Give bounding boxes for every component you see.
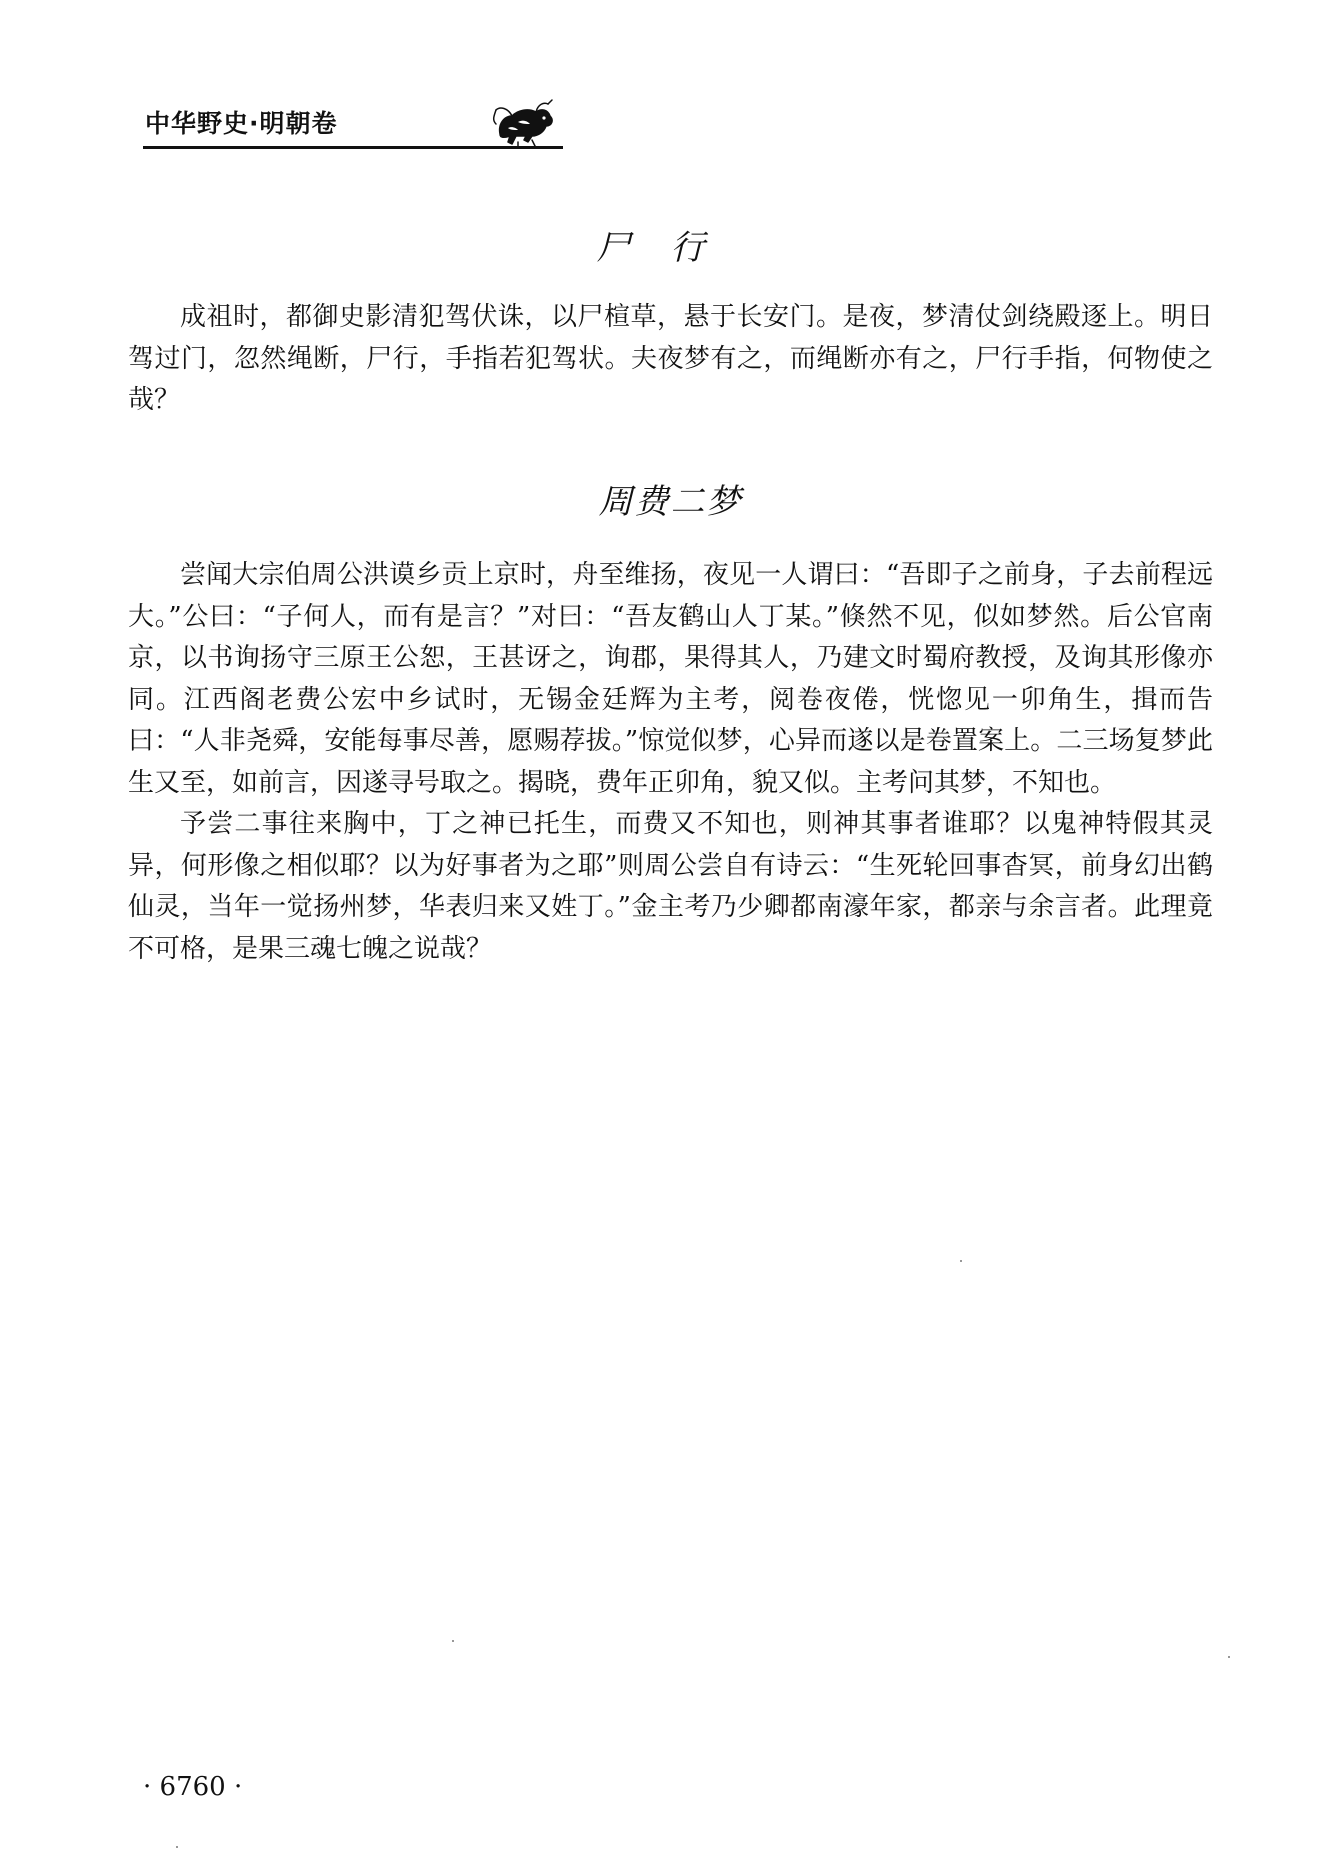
article-title: 尸行 [596, 228, 745, 268]
scan-speck [960, 1260, 962, 1262]
article-shixing [128, 220, 1213, 422]
article-title: 周费二梦 [598, 482, 743, 522]
article-paragraph: 予尝二事往来胸中，丁之神已托生，而费又不知也，则神其事者谁耶？以鬼神特假其灵异，何形像之相似耶？以为好事者为之耶”则周公尝自有诗云：“生死轮回事杳冥，前身幻出鹤仙灵，当年一觉扬州梦，华表归来又姓丁。”金主考乃少卿都南濠年家，都亲与余言者。此理竟不可格，是果三魂七魄之说哉？ [128, 809, 1213, 964]
article-paragraph: 成祖时，都御史影清犯驾伏诛，以尸楦草，悬于长安门。是夜，梦清仗剑绕殿逐上。明日驾过门，忽然绳断，尸行，手指若犯驾状。夫夜梦有之，而绳断亦有之，尸行手指，何物使之哉？ [128, 302, 1213, 415]
header-rule [143, 146, 563, 149]
qilin-emblem-icon [488, 94, 558, 152]
scan-speck [176, 1846, 178, 1848]
article-paragraph: 尝闻大宗伯周公洪谟乡贡上京时，舟至维扬，夜见一人谓曰：“吾即子之前身，子去前程远大。”公曰：“子何人，而有是言？”对曰：“吾友鹤山人丁某。”倏然不见，似如梦然。后公官南京，以书询扬守三原王公恕，王甚讶之，询郡，果得其人，乃建文时蜀府教授，及询其形像亦同。江西阁老费公宏中乡试时，无锡金廷辉为主考，阅卷夜倦，恍惚见一卯角生，揖而告曰：“人非尧舜，安能每事尽善，愿赐荐拔。”惊觉似梦，心异而遂以是卷置案上。二三场复梦此生又至，如前言，因遂寻号取之。揭晓，费年正卯角，貌又似。主考问其梦，不知也。 [128, 560, 1213, 798]
article-zhoufei-ermeng [128, 474, 1213, 970]
scan-speck [452, 1640, 454, 1642]
page-number: · 6760 · [143, 1772, 243, 1802]
scan-speck [1228, 1656, 1230, 1658]
running-title: 中华野史·明朝卷 [145, 109, 338, 138]
running-header [143, 100, 563, 152]
